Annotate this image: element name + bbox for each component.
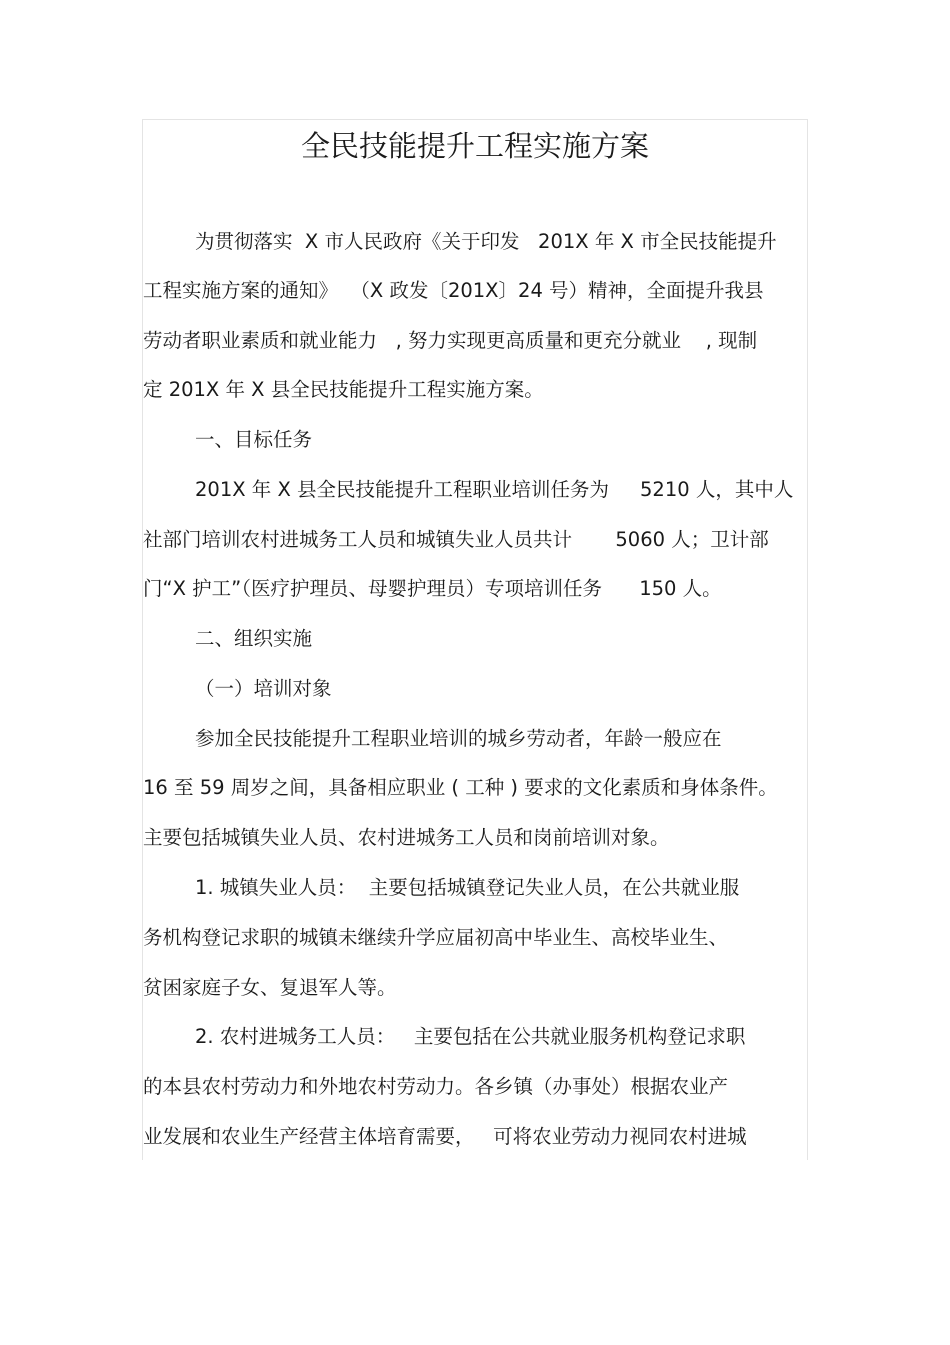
paragraph-line: 业发展和农业生产经营主体培育需要， 可将农业劳动力视同农村进城 [143, 1125, 747, 1148]
paragraph-line: 1. 城镇失业人员： 主要包括城镇登记失业人员，在公共就业服 [195, 876, 740, 899]
paragraph-line: 社部门培训农村进城务工人员和城镇失业人员共计 5060 人；卫计部 [143, 528, 769, 551]
paragraph-line: 工程实施方案的通知》 （X 政发〔201X〕24 号）精神，全面提升我县 [143, 279, 764, 302]
paragraph-line: 16 至 59 周岁之间，具备相应职业 ( 工种 ) 要求的文化素质和身体条件。 [143, 776, 778, 799]
paragraph-line: 贫困家庭子女、复退军人等。 [143, 976, 397, 999]
document-title: 全民技能提升工程实施方案 [300, 129, 649, 163]
paragraph-line: 2. 农村进城务工人员： 主要包括在公共就业服务机构登记求职 [195, 1025, 746, 1048]
paragraph-line: 劳动者职业素质和就业能力 , 努力实现更高质量和更充分就业 , 现制 [143, 329, 758, 352]
subsection-heading: （一）培训对象 [195, 677, 332, 700]
paragraph-line: 201X 年 X 县全民技能提升工程职业培训任务为 5210 人，其中人 [195, 478, 794, 501]
paragraph-line: 参加全民技能提升工程职业培训的城乡劳动者，年龄一般应在 [195, 727, 722, 750]
paragraph-line: 的本县农村劳动力和外地农村劳动力。各乡镇（办事处）根据农业产 [143, 1075, 729, 1098]
paragraph-line: 为贯彻落实 X 市人民政府《关于印发 201X 年 X 市全民技能提升 [195, 230, 777, 253]
paragraph-line: 主要包括城镇失业人员、农村进城务工人员和岗前培训对象。 [143, 826, 670, 849]
section-heading: 一、目标任务 [195, 428, 313, 451]
paragraph-line: 门“X 护工”（医疗护理员、母婴护理员）专项培训任务 150 人。 [143, 577, 722, 600]
section-heading: 二、组织实施 [195, 627, 313, 650]
paragraph-line: 定 201X 年 X 县全民技能提升工程实施方案。 [143, 378, 544, 401]
paragraph-line: 务机构登记求职的城镇未继续升学应届初高中毕业生、高校毕业生、 [143, 926, 729, 949]
